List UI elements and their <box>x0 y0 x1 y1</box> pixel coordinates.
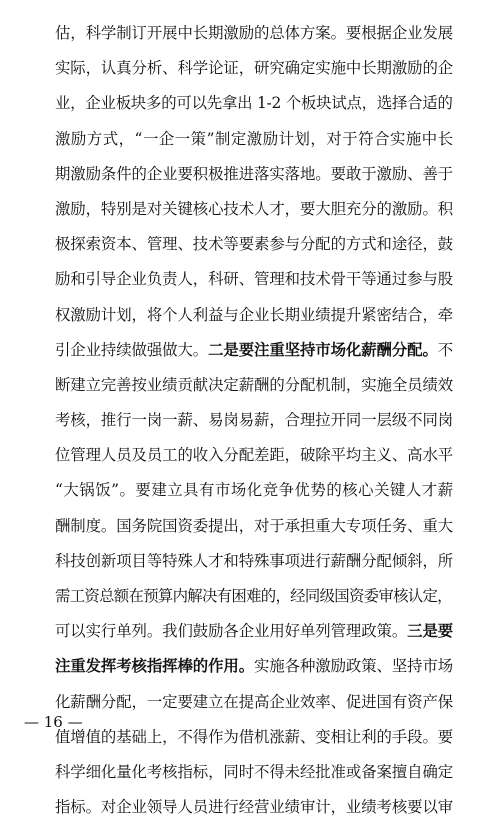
text-run: 断建立完善按业绩贡献决定薪酬的分配机制，实施全员绩效 <box>55 375 454 394</box>
text-run: 业，企业板块多的可以先拿出 1-2 个板块试点，选择合适的 <box>55 94 453 113</box>
text-line <box>55 51 453 86</box>
text-line <box>55 298 453 333</box>
text-line <box>55 122 453 157</box>
text-run: 考核，推行一岗一薪、易岗易薪，合理拉开同一层级不同岗 <box>55 411 454 430</box>
text-line <box>55 790 453 825</box>
text-line <box>55 649 453 684</box>
text-run: 实施各种激励政策、坚持市场 <box>254 657 454 676</box>
text-run: 值增值的基础上，不得作为借机涨薪、变相让利的手段。要 <box>55 727 454 746</box>
text-run: 化薪酬分配，一定要建立在提高企业效率、促进国有资产保 <box>55 692 454 711</box>
text-run: “大锅饭”。要建立具有市场化竞争优势的核心关键人才薪 <box>55 481 454 500</box>
text-run: 估，科学制订开展中长期激励的总体方案。要根据企业发展 <box>55 24 454 42</box>
bold-heading-text: 二是要注重坚持市场化薪酬分配。 <box>208 340 438 359</box>
text-run: 指标。对企业领导人员进行经营业绩审计，业绩考核要以审 <box>55 798 454 817</box>
text-line <box>55 86 453 121</box>
text-run: 不 <box>437 340 454 359</box>
text-line <box>55 192 453 227</box>
text-run: 科学细化量化考核指标，同时不得未经批准或备案擅自确定 <box>55 762 454 781</box>
text-line <box>55 579 453 614</box>
text-line <box>55 16 453 51</box>
text-line <box>55 438 453 473</box>
text-run: 酬制度。国务院国资委提出，对于承担重大专项任务、重大 <box>55 516 454 535</box>
text-line <box>55 544 453 579</box>
text-line <box>55 473 453 508</box>
text-line <box>55 227 453 262</box>
text-run: 极探索资本、管理、技术等要素参与分配的方式和途径，鼓 <box>55 235 454 254</box>
text-line <box>55 403 453 438</box>
bold-heading-text: 三是要 <box>407 622 454 641</box>
text-run: 激励方式，“一企一策”制定激励计划，对于符合实施中长 <box>55 129 454 148</box>
text-line <box>55 509 453 544</box>
text-run: 引企业持续做强做大。 <box>55 340 209 359</box>
text-run: 权激励计划，将个人利益与企业长期业绩提升紧密结合，牵 <box>55 305 454 324</box>
text-run: 位管理人员及员工的收入分配差距，破除平均主义、高水平 <box>55 446 454 465</box>
bold-heading-text: 注重发挥考核指挥棒的作用。 <box>55 657 255 676</box>
text-run: 可以实行单列。我们鼓励各企业用好单列管理政策。 <box>55 622 408 641</box>
text-line <box>55 157 453 192</box>
body-text <box>55 16 453 825</box>
text-line <box>55 333 453 368</box>
text-line <box>55 368 453 403</box>
text-run: 科技创新项目等特殊人才和特殊事项进行薪酬分配倾斜，所 <box>55 551 454 570</box>
text-run: 需工资总额在预算内解决有困难的，经同级国资委审核认定， <box>55 587 452 605</box>
text-run: 实际，认真分析、科学论证，研究确定实施中长期激励的企 <box>55 59 454 78</box>
text-run: 激励，特别是对关键核心技术人才，要大胆充分的激励。积 <box>55 199 454 218</box>
text-line <box>55 262 453 297</box>
page-number: — 16 — <box>24 713 83 731</box>
text-line <box>55 614 453 649</box>
text-run: 期激励条件的企业要积极推进落实落地。要敢于激励、善于 <box>55 164 454 183</box>
text-run: 励和引导企业负责人，科研、管理和技术骨干等通过参与股 <box>55 270 454 289</box>
text-line <box>55 685 453 720</box>
text-line <box>55 755 453 790</box>
